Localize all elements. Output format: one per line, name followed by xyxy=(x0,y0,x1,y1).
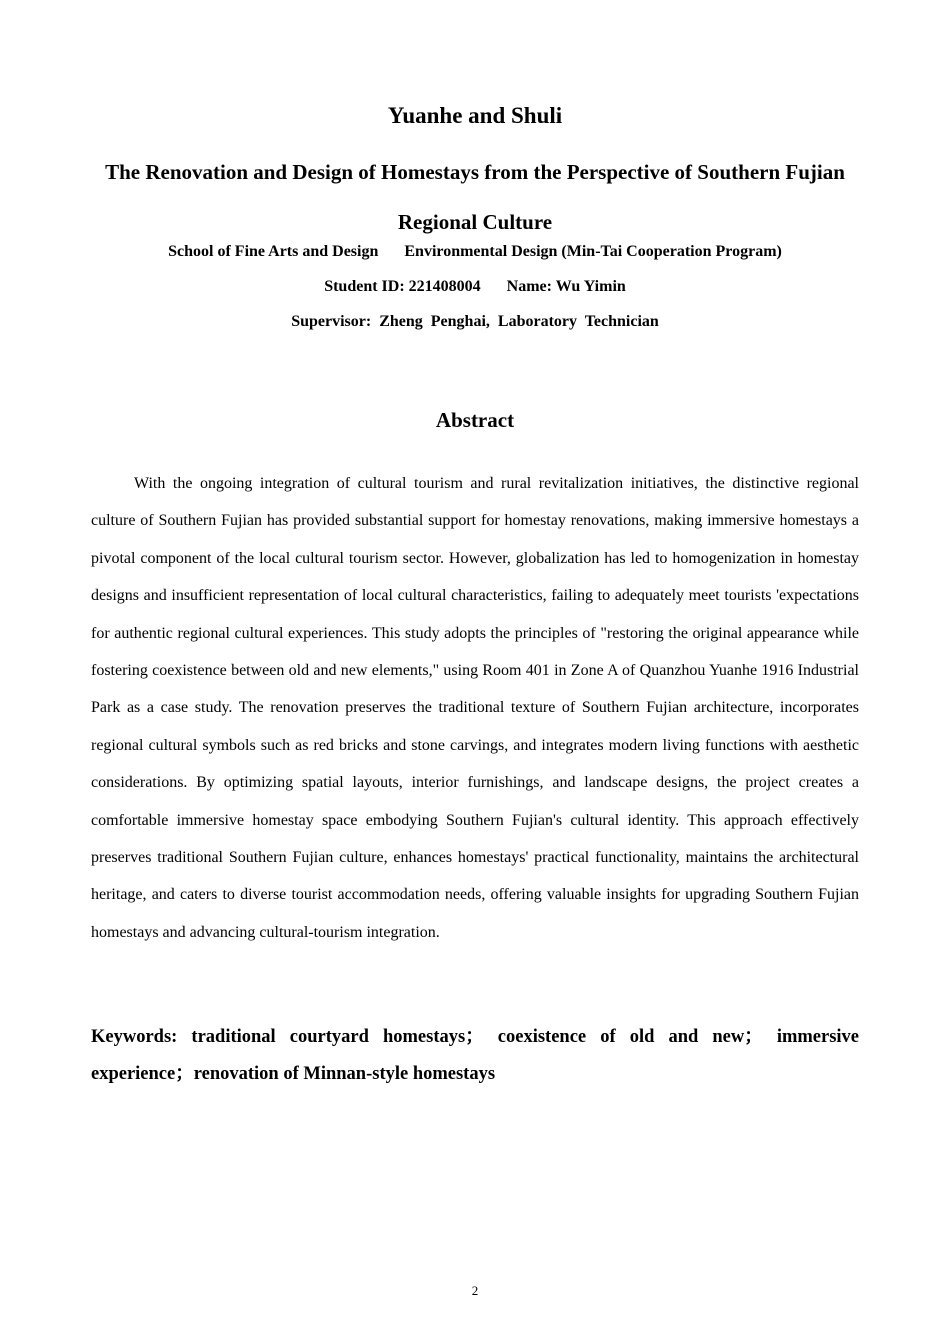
school-name: School of Fine Arts and Design xyxy=(168,243,379,260)
thesis-subtitle: The Renovation and Design of Homestays from the Perspective of Southern Fujian Regional Culture xyxy=(105,160,845,234)
student-info-line xyxy=(0,276,950,298)
thesis-title: Yuanhe and Shuli xyxy=(387,103,563,128)
school-major-line xyxy=(0,241,950,263)
abstract-body: With the ongoing integration of cultural tourism and rural revitalization initiatives, the distinctive regional culture of Southern Fujian has provided substantial support for homestay renovations, making immersive homestays a pivotal component of the local cultural tourism sector. However, globalization has led to homogenization in homestay designs and insufficient representation of local cultural characteristics, failing to adequately meet tourists 'expectations for authentic regional cultural experiences. This study adopts the principles of "restoring the original appearance while fostering coexistence between old and new elements," using Room 401 in Zone A of Quanzhou Yuanhe 1916 Industrial Park as a case study. The renovation preserves the traditional texture of Southern Fujian architecture, incorporates regional cultural symbols such as red bricks and stone carvings, and integrates modern living functions with aesthetic considerations. By optimizing spatial layouts, interior furnishings, and landscape designs, the project creates a comfortable immersive homestay space embodying Southern Fujian's cultural identity. This approach effectively preserves traditional Southern Fujian culture, enhances homestays' practical functionality, maintains the architectural heritage, and caters to diverse tourist accommodation needs, offering valuable insights for upgrading Southern Fujian homestays and advancing cultural-tourism integration. xyxy=(91,475,859,941)
page-number: 2 xyxy=(471,1283,479,1298)
student-id: Student ID: 221408004 xyxy=(324,278,481,295)
keywords: Keywords: traditional courtyard homestays； coexistence of old and new； immersive experience；renovation of Minnan-style homestays xyxy=(91,1027,859,1084)
major-name: Environmental Design (Min-Tai Cooperation Program) xyxy=(404,243,782,260)
abstract-heading: Abstract xyxy=(435,408,515,432)
supervisor-line: Supervisor: Zheng Penghai, Laboratory Technician xyxy=(291,313,659,330)
student-name: Name: Wu Yimin xyxy=(506,278,626,295)
